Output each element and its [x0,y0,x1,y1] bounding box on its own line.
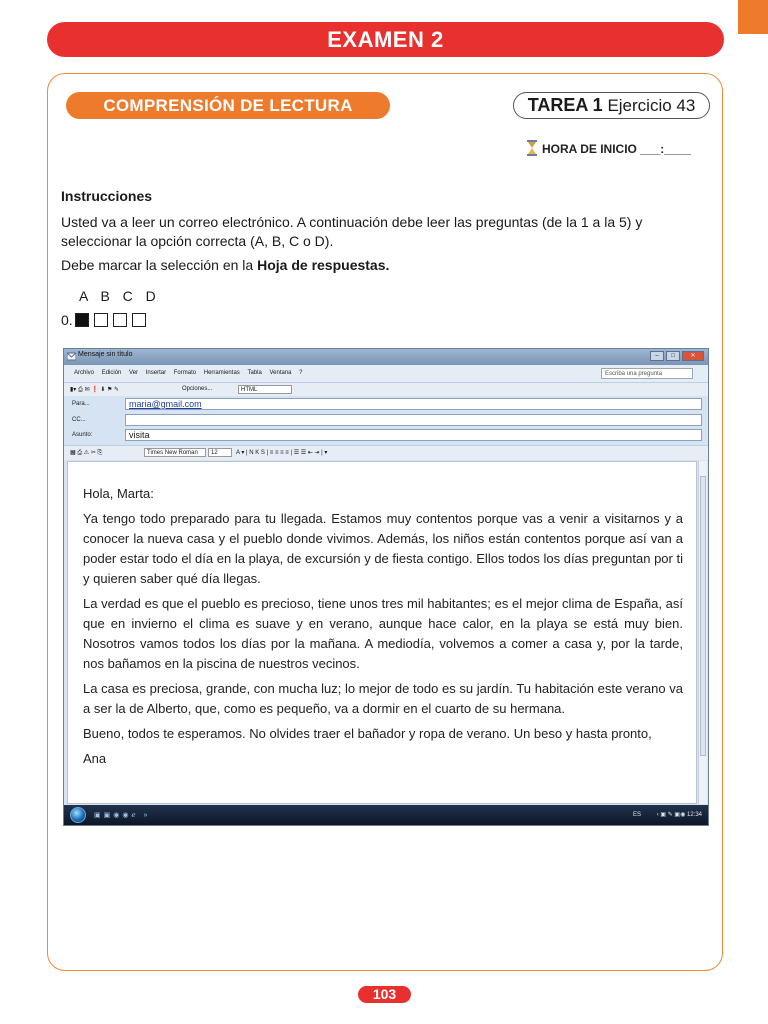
clock[interactable]: 12:34 [686,812,702,818]
cc-field[interactable] [125,414,702,426]
email-paragraph-3: La casa es preciosa, grande, con mucha luz; lo mejor de todo es su jardín. Tu habitación este verano va a ser la de Alberto, que, como es pequeño, va a dormir en el cuarto de su hermana. [83,681,683,716]
window-title: Mensaje sin título [78,351,133,358]
mail-icon [67,352,76,361]
menu-herramientas[interactable]: Herramientas [203,370,240,376]
taskbar [64,805,708,825]
email-window [63,348,709,826]
menu-bar [64,365,708,382]
format-icons-right[interactable]: A ▾ | N K S | ≡ ≡ ≡ ≡ | ☰ ☰ ⇤ ⇥ | ▾ [236,450,328,456]
menu-edicion[interactable]: Edición [101,370,122,376]
start-time [526,140,691,156]
ask-question-input[interactable]: Escriba una pregunta [601,368,693,379]
email-body[interactable] [67,461,697,804]
minimize-button[interactable]: – [650,351,664,361]
email-signature: Ana [83,751,107,766]
menu-help[interactable]: ? [299,370,303,376]
quick-launch-icons[interactable]: ▣▣◉◉ℯ » [94,812,151,819]
menu-archivo[interactable]: Archivo [74,370,95,376]
menu-insertar[interactable]: Insertar [145,370,167,376]
maximize-button[interactable]: □ [666,351,680,361]
instructions-text: Usted va a leer un correo electrónico. A continuación debe leer las preguntas (de la 1 a la 5) y seleccionar la opción correcta (A, B, C o D). [61,214,643,249]
subject-field[interactable]: visita [125,429,702,441]
format-toolbar [64,445,708,460]
email-paragraph-4: Bueno, todos te esperamos. No olvides traer el bañador y ropa de verano. Un beso y hasta pronto, [83,726,652,741]
checkbox-d [132,313,146,327]
email-greeting: Hola, Marta: [83,486,154,501]
scrollbar-thumb[interactable] [700,476,706,756]
email-paragraph-1: Ya tengo todo preparado para tu llegada. Estamos muy contentos porque vas a venir a visitarnos y a conocer la nueva casa y el pueblo donde vivimos. Además, los niños están contentos porque así van a poder estar todo el día en la playa, de excursión y de fiesta contigo. Ellos todos los días preguntan por ti y quieren saber qué día llegas. [83,511,683,586]
exam-title-banner: EXAMEN 2 [47,22,724,57]
tray-icons[interactable]: ‹ ▣ ✎ ▣◉ [656,812,687,818]
system-tray [633,811,702,818]
cc-row [64,413,708,427]
font-select[interactable]: Times New Roman [144,448,206,457]
options-button[interactable]: Opciones... [182,386,213,392]
send-icon[interactable]: ▮▾ ⎙ ✉ ❗ ⬇ ⚑ ✎ [70,387,120,393]
task-number: TAREA 1 [527,95,603,115]
section-title: COMPRENSIÓN DE LECTURA [66,92,390,119]
font-size-select[interactable]: 12 [208,448,232,457]
language-indicator[interactable]: ES [633,812,642,818]
to-row [64,397,708,411]
example-label: 0. [61,312,73,328]
menu-ventana[interactable]: Ventana [269,370,292,376]
page-number: 103 [358,986,411,1003]
hourglass-icon [526,140,538,156]
instructions-title: Instrucciones [61,188,153,204]
send-toolbar [64,382,708,396]
cc-button[interactable]: CC... [72,417,86,423]
menu-ver[interactable]: Ver [129,370,139,376]
close-button[interactable]: ✕ [682,351,704,361]
exercise-number: Ejercicio 43 [607,96,696,115]
start-button[interactable] [70,807,86,823]
vertical-scrollbar[interactable] [698,461,707,804]
subject-row [64,428,708,442]
answer-sheet-label: Hoja de respuestas. [257,257,390,273]
format-select[interactable]: HTML [238,385,292,394]
task-label [513,92,710,119]
mark-instruction-prefix: Debe marcar la selección en la [61,257,258,273]
mark-instruction [61,257,389,273]
email-paragraph-2: La verdad es que el pueblo es precioso, tiene unos tres mil habitantes; es el mejor clima de España, así que en invierno el clima es suave y en verano, aunque hace calor, en la playa se está muy bien. Nosotros vamos todos los días por la mañana. A mediodía, volvemos a comer a casa y, por la tarde, nos bañamos en la piscina de nuestros vecinos. [83,596,683,671]
format-icons-left[interactable]: ▦ ⎙ ⚠ ✂ ⎘ [70,450,103,456]
checkbox-c [113,313,127,327]
option-letters: A B C D [79,288,156,304]
menu-tabla[interactable]: Tabla [247,370,262,376]
corner-tab [738,0,768,34]
example-answer [61,312,146,328]
to-field[interactable]: maria@gmail.com [125,398,702,410]
checkbox-b [94,313,108,327]
to-button[interactable]: Para... [72,401,90,407]
subject-label: Asunto: [72,432,93,438]
start-time-label: HORA DE INICIO ___:____ [542,142,691,156]
checkbox-a-marked [75,313,89,327]
menu-formato[interactable]: Formato [173,370,197,376]
window-titlebar [64,349,708,365]
